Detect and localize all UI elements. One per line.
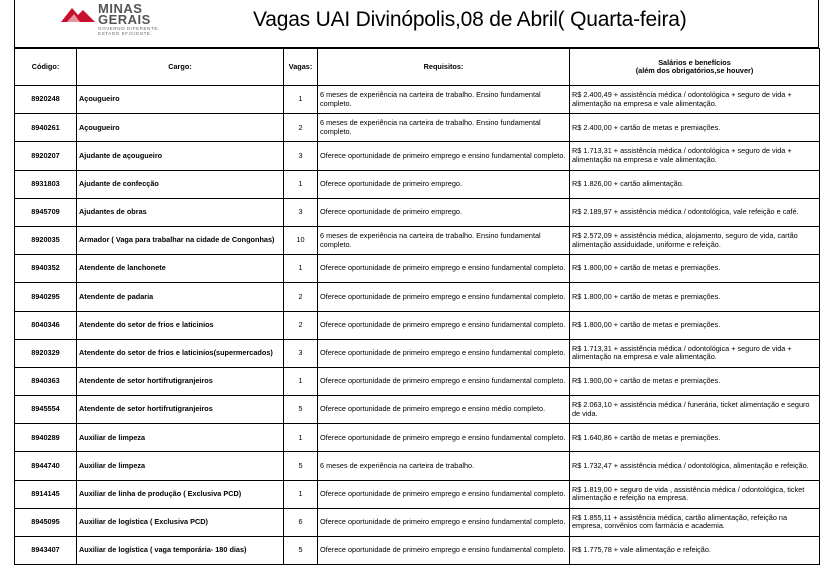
cell-salary: R$ 2.400,49 + assistência médica / odontológica + seguro de vida + alimentação na empresa e vale alimentação. [570,86,820,114]
cell-qty: 1 [284,170,318,198]
cell-qty: 1 [284,424,318,452]
mountain-logo-icon [61,4,95,24]
cell-role: Auxiliar de limpeza [77,424,284,452]
cell-qty: 1 [284,367,318,395]
cell-salary: R$ 2.063,10 + assistência médica / funerária, ticket alimentação e seguro de vida. [570,396,820,424]
cell-requirements: Oferece oportunidade de primeiro emprego e ensino fundamental completo. [318,508,570,536]
cell-role: Atendente do setor de frios e laticinios [77,311,284,339]
cell-qty: 5 [284,396,318,424]
cell-salary: R$ 2.400,00 + cartão de metas e premiações. [570,114,820,142]
cell-qty: 10 [284,226,318,254]
cell-requirements: 6 meses de experiência na carteira de trabalho. Ensino fundamental completo. [318,226,570,254]
logo-tagline [98,26,160,36]
cell-qty: 6 [284,508,318,536]
table-row [15,142,820,170]
cell-requirements: Oferece oportunidade de primeiro emprego. [318,170,570,198]
cell-qty: 2 [284,311,318,339]
table-row [15,396,820,424]
cell-salary: R$ 1.800,00 + cartão de metas e premiações. [570,283,820,311]
cell-requirements: Oferece oportunidade de primeiro emprego. [318,198,570,226]
cell-code: 8920035 [15,226,77,254]
cell-role: Ajudante de confecção [77,170,284,198]
table-row [15,452,820,480]
table-row [15,424,820,452]
cell-salary: R$ 1.800,00 + cartão de metas e premiações. [570,255,820,283]
cell-salary: R$ 1.640,86 + cartão de metas e premiações. [570,424,820,452]
cell-qty: 3 [284,339,318,367]
table-row [15,198,820,226]
cell-requirements: Oferece oportunidade de primeiro emprego e ensino fundamental completo. [318,255,570,283]
cell-qty: 5 [284,537,318,565]
table-row [15,480,820,508]
cell-salary: R$ 2.189,97 + assistência médica / odontológica, vale refeição e café. [570,198,820,226]
cell-requirements: Oferece oportunidade de primeiro emprego e ensino fundamental completo. [318,311,570,339]
table-row [15,226,820,254]
table-header-row [15,49,820,86]
cell-salary: R$ 1.713,31 + assistência médica / odontológica + seguro de vida + alimentação na empresa e vale alimentação. [570,142,820,170]
logo-tagline-2: ESTADO EFICIENTE. [98,31,153,36]
cell-role: Atendente de padaria [77,283,284,311]
cell-salary: R$ 1.732,47 + assistência médica / odontológica, alimentação e refeição. [570,452,820,480]
cell-salary: R$ 1.800,00 + cartão de metas e premiações. [570,311,820,339]
cell-requirements: Oferece oportunidade de primeiro emprego e ensino fundamental completo. [318,537,570,565]
column-header-role: Cargo: [77,49,284,86]
table-row [15,283,820,311]
cell-qty: 1 [284,86,318,114]
cell-requirements: Oferece oportunidade de primeiro emprego e ensino médio completo. [318,396,570,424]
logo-text-gerais: GERAIS [98,12,151,27]
cell-code: 8940363 [15,367,77,395]
column-header-qty: Vagas: [284,49,318,86]
cell-role: Açougueiro [77,114,284,142]
cell-code: 8920207 [15,142,77,170]
cell-role: Atendente de lanchonete [77,255,284,283]
cell-code: 8940352 [15,255,77,283]
table-row [15,311,820,339]
cell-qty: 1 [284,480,318,508]
cell-salary: R$ 2.572,09 + assistência médica, alojamento, seguro de vida, cartão alimentação assiduidade, uniforme e refeição. [570,226,820,254]
cell-code: 8945709 [15,198,77,226]
table-row [15,367,820,395]
cell-role: Açougueiro [77,86,284,114]
cell-requirements: 6 meses de experiência na carteira de trabalho. Ensino fundamental completo. [318,114,570,142]
cell-role: Atendente de setor hortifrutigranjeiros [77,367,284,395]
cell-requirements: 6 meses de experiência na carteira de trabalho. [318,452,570,480]
cell-code: 8940261 [15,114,77,142]
cell-code: 8914145 [15,480,77,508]
cell-requirements: Oferece oportunidade de primeiro emprego e ensino fundamental completo. [318,480,570,508]
cell-requirements: Oferece oportunidade de primeiro emprego e ensino fundamental completo. [318,424,570,452]
cell-role: Ajudante de açougueiro [77,142,284,170]
cell-salary: R$ 1.900,00 + cartão de metas e premiações. [570,367,820,395]
cell-role: Auxiliar de logística ( vaga temporária- 180 dias) [77,537,284,565]
cell-requirements: Oferece oportunidade de primeiro emprego e ensino fundamental completo. [318,283,570,311]
cell-code: 8944740 [15,452,77,480]
table-row [15,537,820,565]
cell-code: 8945554 [15,396,77,424]
cell-role: Atendente do setor de frios e laticinios(supermercados) [77,339,284,367]
cell-code: 8940295 [15,283,77,311]
column-header-code: Código: [15,49,77,86]
table-row [15,114,820,142]
jobs-table [14,48,820,565]
cell-role: Auxiliar de limpeza [77,452,284,480]
column-header-salary-line2: (além dos obrigatórios,se houver) [635,66,754,75]
page-title: Vagas UAI Divinópolis,08 de Abril( Quarta-feira) [253,8,687,31]
table-row [15,86,820,114]
cell-salary: R$ 1.855,11 + assistência médica, cartão alimentação, refeição na empresa, convênios com farmácia e academia. [570,508,820,536]
cell-qty: 3 [284,142,318,170]
document-header [14,0,819,48]
cell-role: Auxiliar de logística ( Exclusiva PCD) [77,508,284,536]
cell-code: 8940289 [15,424,77,452]
minas-gerais-logo [61,2,201,34]
cell-requirements: Oferece oportunidade de primeiro emprego e ensino fundamental completo. [318,367,570,395]
column-header-requirements: Requisitos: [318,49,570,86]
cell-role: Atendente de setor hortifrutigranjeiros [77,396,284,424]
cell-requirements: 6 meses de experiência na carteira de trabalho. Ensino fundamental completo. [318,86,570,114]
cell-qty: 5 [284,452,318,480]
table-row [15,508,820,536]
cell-requirements: Oferece oportunidade de primeiro emprego e ensino fundamental completo. [318,339,570,367]
cell-code: 8040346 [15,311,77,339]
cell-role: Auxiliar de linha de produção ( Exclusiva PCD) [77,480,284,508]
cell-salary: R$ 1.826,00 + cartão alimentação. [570,170,820,198]
table-row [15,255,820,283]
cell-code: 8931803 [15,170,77,198]
cell-qty: 1 [284,255,318,283]
cell-salary: R$ 1.775,78 + vale alimentação e refeição. [570,537,820,565]
column-header-salary-line1: Salários e benefícios [658,57,731,67]
cell-code: 8920329 [15,339,77,367]
logo-text-minas: MINAS [98,1,143,16]
cell-qty: 2 [284,114,318,142]
cell-code: 8945095 [15,508,77,536]
cell-salary: R$ 1.713,31 + assistência médica / odontológica + seguro de vida + alimentação na empresa e vale alimentação. [570,339,820,367]
logo-tagline-1: GOVERNO DIFERENTE. [98,26,160,31]
cell-salary: R$ 1.819,00 + seguro de vida , assistência médica / odontológica, ticket alimentação e refeição na empresa. [570,480,820,508]
cell-qty: 3 [284,198,318,226]
cell-code: 8920248 [15,86,77,114]
cell-code: 8943407 [15,537,77,565]
table-row [15,170,820,198]
cell-role: Ajudantes de obras [77,198,284,226]
column-header-salary [570,49,820,86]
cell-qty: 2 [284,283,318,311]
table-row [15,339,820,367]
cell-requirements: Oferece oportunidade de primeiro emprego e ensino fundamental completo. [318,142,570,170]
cell-role: Armador ( Vaga para trabalhar na cidade de Congonhas) [77,226,284,254]
